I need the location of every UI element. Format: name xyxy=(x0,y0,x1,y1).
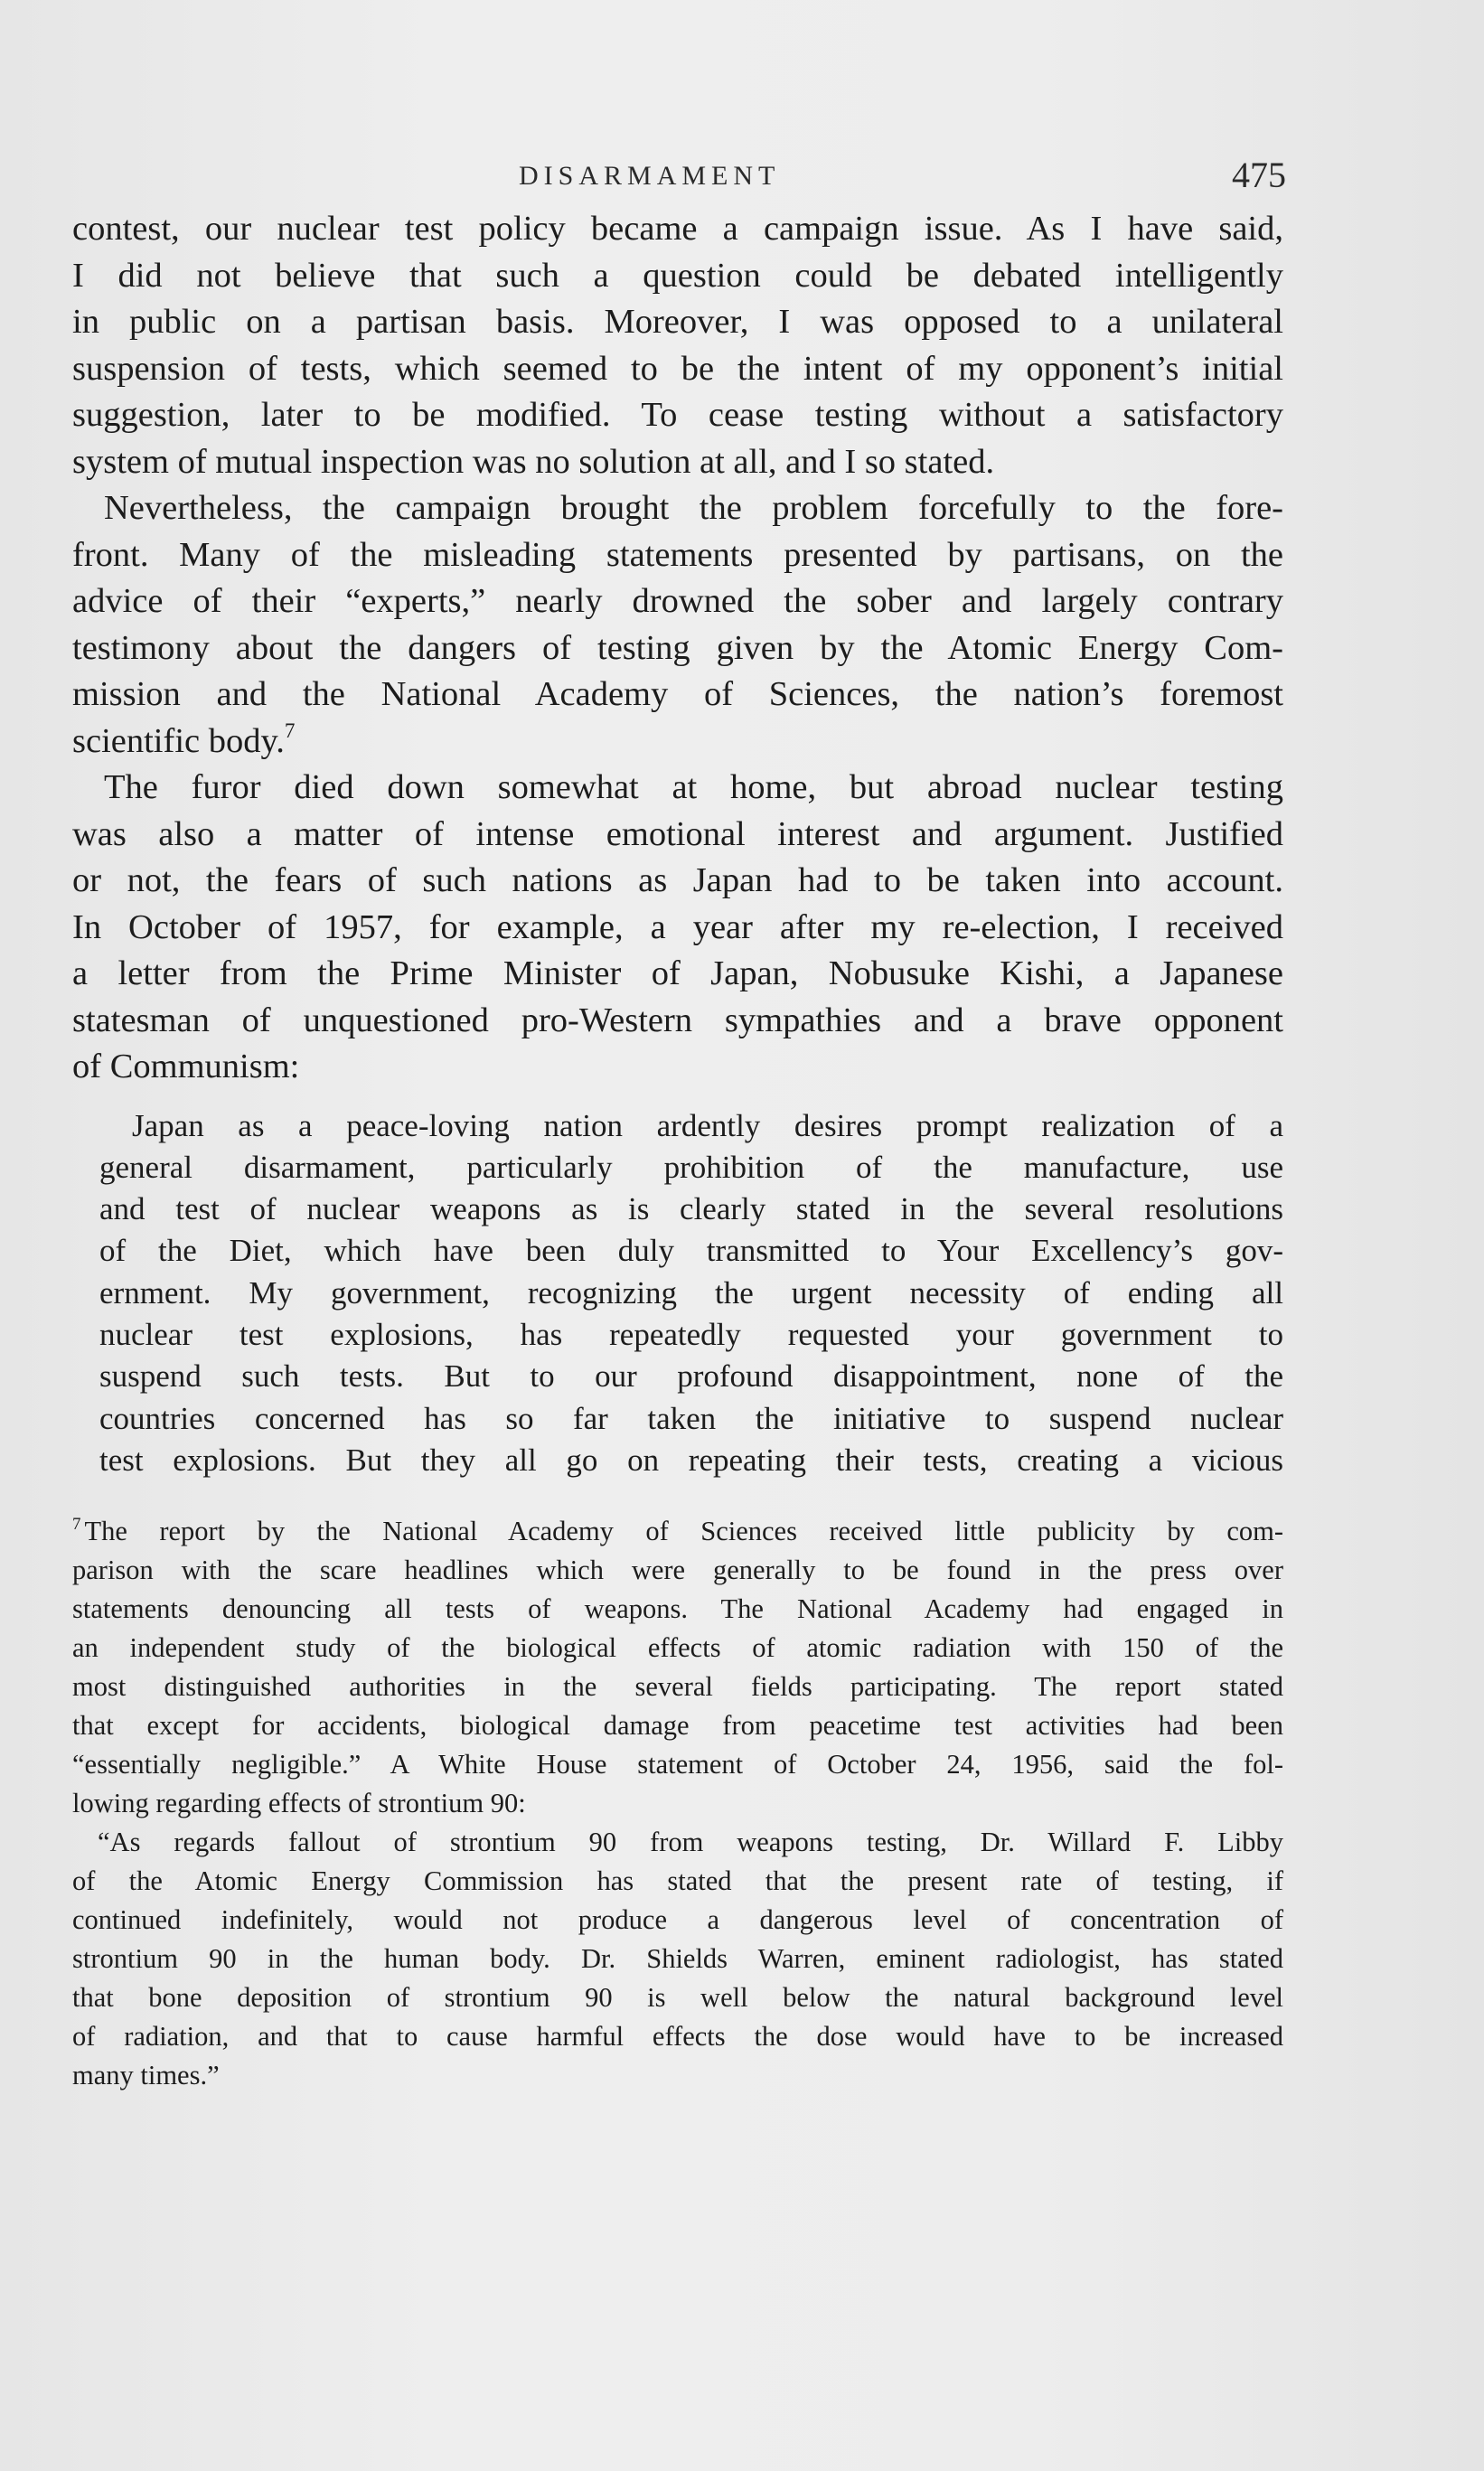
quote-line: test explosions. But they all go on repeating their tests, creating a vicious xyxy=(99,1442,1283,1478)
page-number: 475 xyxy=(1232,155,1286,195)
footnote-7-quote xyxy=(72,1823,1283,2095)
block-quote-letter xyxy=(99,1105,1283,1482)
quote-line: suspend such tests. But to our profound disappointment, none of the xyxy=(99,1358,1283,1395)
footnote-line: parison with the scare headlines which were generally to be found in the press over xyxy=(72,1555,1283,1586)
footnote-line: lowing regarding effects of strontium 90: xyxy=(72,1788,526,1819)
footnote-mark: 7 xyxy=(72,1514,81,1534)
body-text xyxy=(72,206,1283,1091)
text-line: in public on a partisan basis. Moreover, I was opposed to a unilateral xyxy=(72,303,1283,341)
text-line: advice of their “experts,” nearly drowned the sober and largely contrary xyxy=(72,582,1283,620)
footnote-7 xyxy=(72,1512,1283,1823)
text-line: front. Many of the misleading statements presented by partisans, on the xyxy=(72,535,1283,574)
quote-line: and test of nuclear weapons as is clearly stated in the several resolutions xyxy=(99,1191,1283,1227)
footnotes xyxy=(72,1512,1283,2095)
footnote-reference[interactable]: 7 xyxy=(284,718,296,742)
footnote-line: strontium 90 in the human body. Dr. Shields Warren, eminent radiologist, has stated xyxy=(72,1943,1283,1975)
footnote-line: of the Atomic Energy Commission has stated that the present rate of testing, if xyxy=(72,1865,1283,1897)
text-fragment: scientific body. xyxy=(72,721,285,760)
text-line: suspension of tests, which seemed to be the intent of my opponent’s initial xyxy=(72,349,1283,388)
paragraph-2 xyxy=(72,485,1283,765)
text-line: contest, our nuclear test policy became a campaign issue. As I have said, xyxy=(72,210,1283,248)
text-line: suggestion, later to be modified. To cease testing without a satisfactory xyxy=(72,396,1283,434)
footnote-line: “As regards fallout of strontium 90 from weapons testing, Dr. Willard F. Libby xyxy=(98,1827,1283,1858)
footnote-line: “essentially negligible.” A White House statement of October 24, 1956, said the fol- xyxy=(72,1749,1283,1780)
footnote-line: most distinguished authorities in the several fields participating. The report stated xyxy=(72,1671,1283,1703)
quote-line: Japan as a peace-loving nation ardently desires prompt realization of a xyxy=(132,1107,1283,1143)
text-fragment: The report by the National Academy of Sciences received little publicity by com- xyxy=(84,1516,1283,1547)
book-page xyxy=(72,154,1286,2095)
quote-line: general disarmament, particularly prohibition of the manufacture, use xyxy=(99,1149,1283,1185)
footnote-line: many times.” xyxy=(72,2060,220,2091)
text-line: The furor died down somewhat at home, but abroad nuclear testing xyxy=(104,768,1283,806)
text-line: or not, the fears of such nations as Japan had to be taken into account. xyxy=(72,861,1283,899)
running-title: DISARMAMENT xyxy=(519,161,781,191)
footnote-line: an independent study of the biological effects of atomic radiation with 150 of the xyxy=(72,1632,1283,1664)
quote-line: nuclear test explosions, has repeatedly requested your government to xyxy=(99,1316,1283,1352)
text-line: Nevertheless, the campaign brought the problem forcefully to the fore- xyxy=(104,489,1283,527)
paragraph-3 xyxy=(72,765,1283,1091)
quote-line: countries concerned has so far taken the initiative to suspend nuclear xyxy=(99,1400,1283,1436)
text-line: In October of 1957, for example, a year after my re-election, I received xyxy=(72,907,1283,946)
text-line: was also a matter of intense emotional interest and argument. Justified xyxy=(72,814,1283,853)
running-head xyxy=(72,154,1286,204)
text-line: statesman of unquestioned pro-Western sympathies and a brave opponent xyxy=(72,1001,1283,1039)
footnote-line: that bone deposition of strontium 90 is well below the natural background level xyxy=(72,1982,1283,2014)
footnote-line xyxy=(72,1512,1283,1551)
footnote-line: statements denouncing all tests of weapons. The National Academy had engaged in xyxy=(72,1593,1283,1625)
text-line: mission and the National Academy of Sciences, the nation’s foremost xyxy=(72,675,1283,713)
text-line: of Communism: xyxy=(72,1048,300,1085)
text-line: a letter from the Prime Minister of Japan, Nobusuke Kishi, a Japanese xyxy=(72,954,1283,992)
quote-line: of the Diet, which have been duly transmitted to Your Excellency’s gov- xyxy=(99,1233,1283,1269)
footnote-line: continued indefinitely, would not produce a dangerous level of concentration of xyxy=(72,1904,1283,1936)
footnote-line: that except for accidents, biological damage from peacetime test activities had been xyxy=(72,1710,1283,1742)
text-line: I did not believe that such a question could be debated intelligently xyxy=(72,256,1283,295)
paragraph-1 xyxy=(72,206,1283,485)
footnote-line: of radiation, and that to cause harmful effects the dose would have to be increased xyxy=(72,2021,1283,2053)
quote-line: ernment. My government, recognizing the urgent necessity of ending all xyxy=(99,1274,1283,1311)
text-line xyxy=(72,719,1283,766)
text-line: testimony about the dangers of testing given by the Atomic Energy Com- xyxy=(72,628,1283,667)
text-line: system of mutual inspection was no solution at all, and I so stated. xyxy=(72,442,995,481)
